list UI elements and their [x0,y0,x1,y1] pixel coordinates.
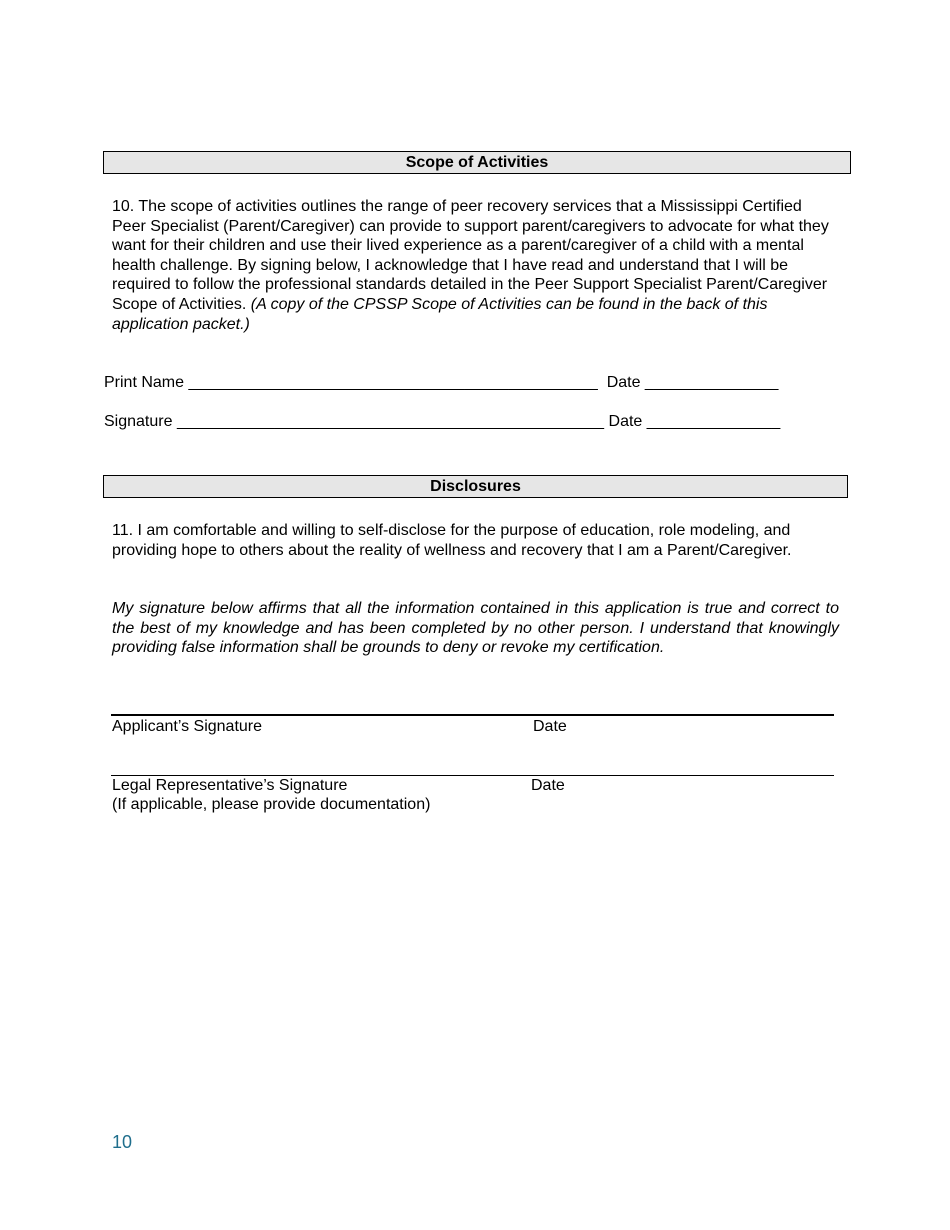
applicant-date-label: Date [533,718,567,735]
affirmation-paragraph: My signature below affirms that all the information contained in this application is true and correct to the best of my knowledge and has been completed by no other person. I understand that knowingly providing false information shall be grounds to deny or revoke my certification. [112,600,839,657]
scope-paragraph [112,197,839,334]
scope-paragraph-italic-note: (A copy of the CPSSP Scope of Activities can be found in the back of this application packet.) [112,295,768,333]
applicant-signature-rule [111,714,834,716]
scope-of-activities-header: Scope of Activities [103,151,851,174]
disclosure-paragraph: 11. I am comfortable and willing to self-disclose for the purpose of education, role modeling, and providing hope to others about the reality of wellness and recovery that I am a Parent/Caregiver. [112,522,792,559]
legal-rep-date-label: Date [531,777,565,794]
page-number: 10 [112,1132,133,1152]
applicant-signature-label: Applicant’s Signature [112,718,263,735]
signature-date-line: Signature ________________________________________________ Date _______________ [104,413,781,430]
print-name-date-line: Print Name ______________________________________________ Date _______________ [104,374,779,391]
legal-rep-signature-label: Legal Representative’s Signature [112,777,348,794]
scope-paragraph-text: 10. The scope of activities outlines the range of peer recovery services that a Mississippi Certified Peer Specialist (Parent/Caregiver) can provide to support parent/caregivers to advocate for what they want for their children and use their lived experience as a parent/caregiver of a child with a mental health challenge. By signing below, I acknowledge that I have read and understand that I will be required to follow the professional standards detailed in the Peer Support Specialist Parent/Caregiver Scope of Activities. [112,198,829,313]
legal-rep-note: (If applicable, please provide documentation) [112,796,431,813]
disclosures-header: Disclosures [103,475,848,498]
